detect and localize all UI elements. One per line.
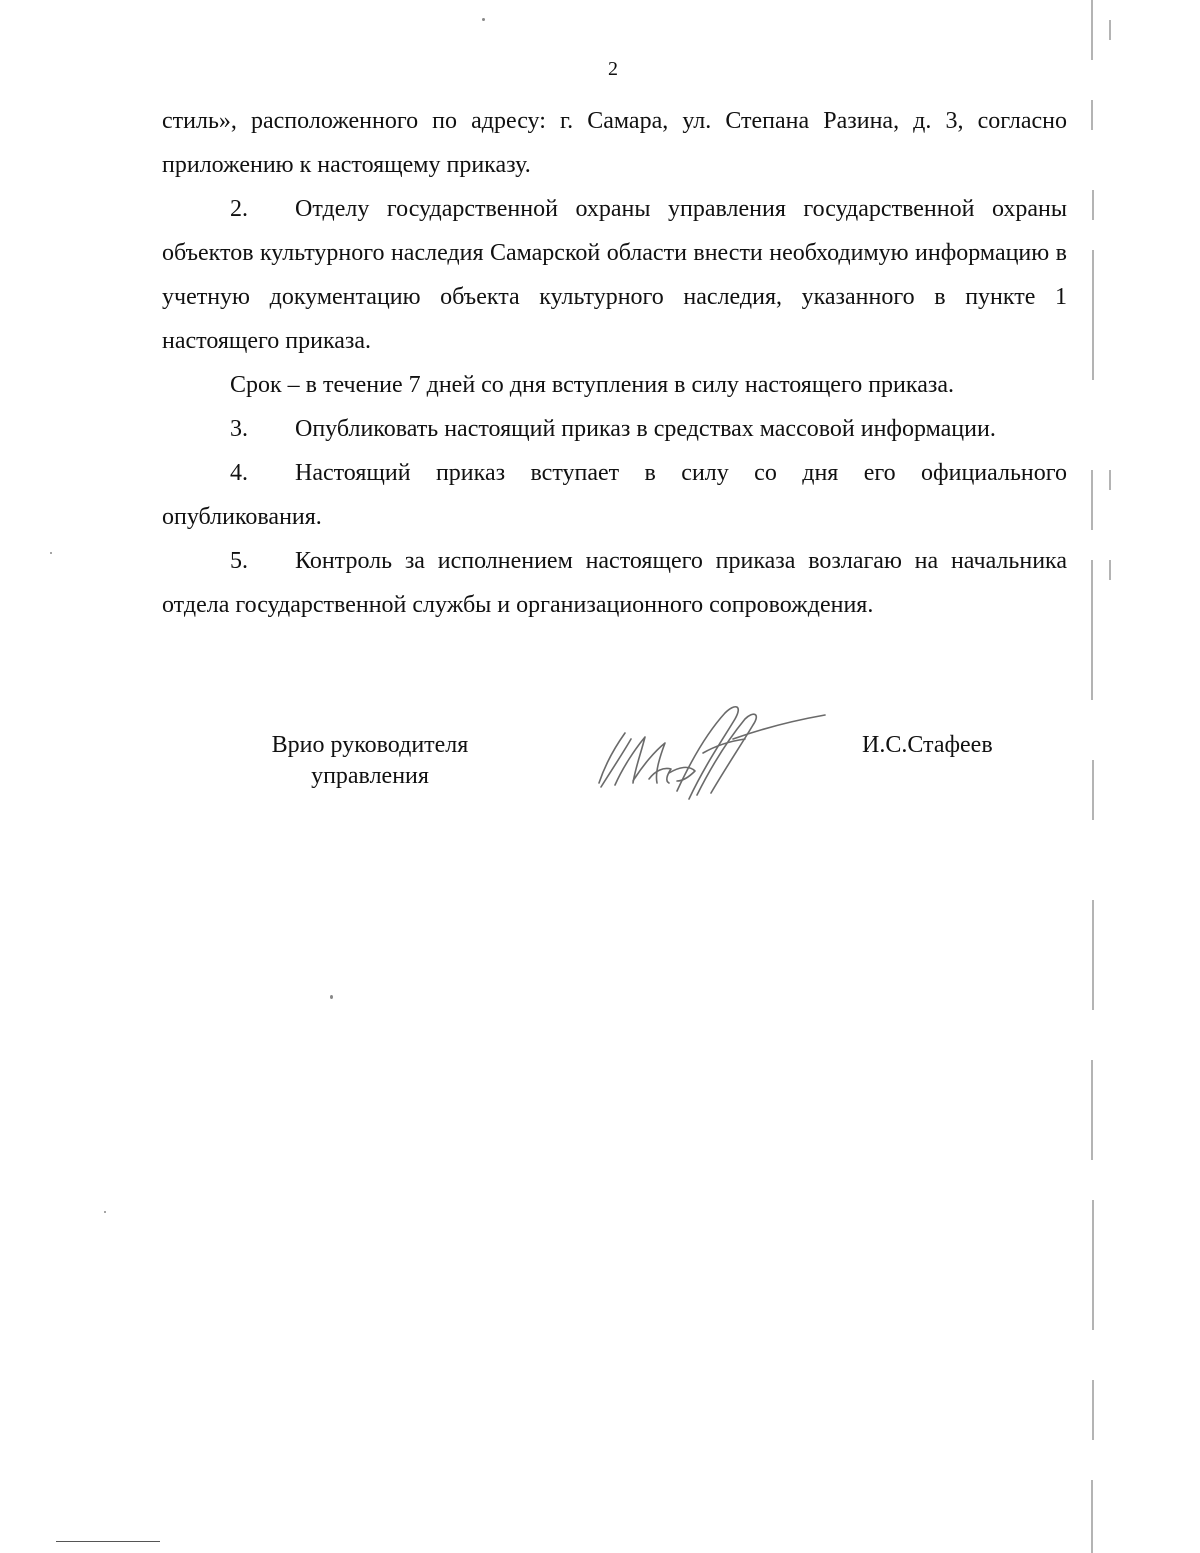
page-number: 2 [608,58,618,80]
item-number-3: 3. [230,416,248,442]
paragraph-item-4 [162,451,1067,539]
signatory-position-line-1: Врио руководителя [271,732,469,758]
signatory-name: И.С.Стафеев [862,732,993,758]
scan-edge-marks [1086,0,1116,1553]
item-number-5: 5. [230,548,248,574]
item-text-3: Опубликовать настоящий приказ в средствах массовой информации. [295,416,996,442]
paragraph-deadline: Срок – в течение 7 дней со дня вступления в силу настоящего приказа. [230,372,954,398]
scan-speck [104,1211,106,1213]
item-text-4: Настоящий приказ вступает в силу со дня его официального опубликования. [162,460,1067,530]
signature-block [0,730,1200,850]
scan-speck [482,18,485,21]
scan-speck [50,552,52,554]
item-text-2: Отделу государственной охраны управления государственной охраны объектов культурного наследия Самарской области внести необходимую информацию в учетную документацию объекта культурного наследия, указанного в пункте 1 настоящего приказа. [162,196,1067,354]
scan-speck [330,995,333,999]
paragraph-item-2 [162,187,1067,363]
handwritten-signature-icon [585,695,835,805]
paragraph-continuation: стиль», расположенного по адресу: г. Самара, ул. Степана Разина, д. 3, согласно приложению к настоящему приказу. [162,108,1067,178]
signatory-position-line-2: управления [311,763,429,789]
footer-rule [56,1541,160,1542]
item-text-5: Контроль за исполнением настоящего приказа возлагаю на начальника отдела государственной службы и организационного сопровождения. [162,548,1067,618]
paragraph-item-3 [162,407,1067,451]
item-number-2: 2. [230,196,248,222]
document-body [162,99,1067,627]
item-number-4: 4. [230,460,248,486]
signatory-position [240,730,500,792]
paragraph-item-5 [162,539,1067,627]
